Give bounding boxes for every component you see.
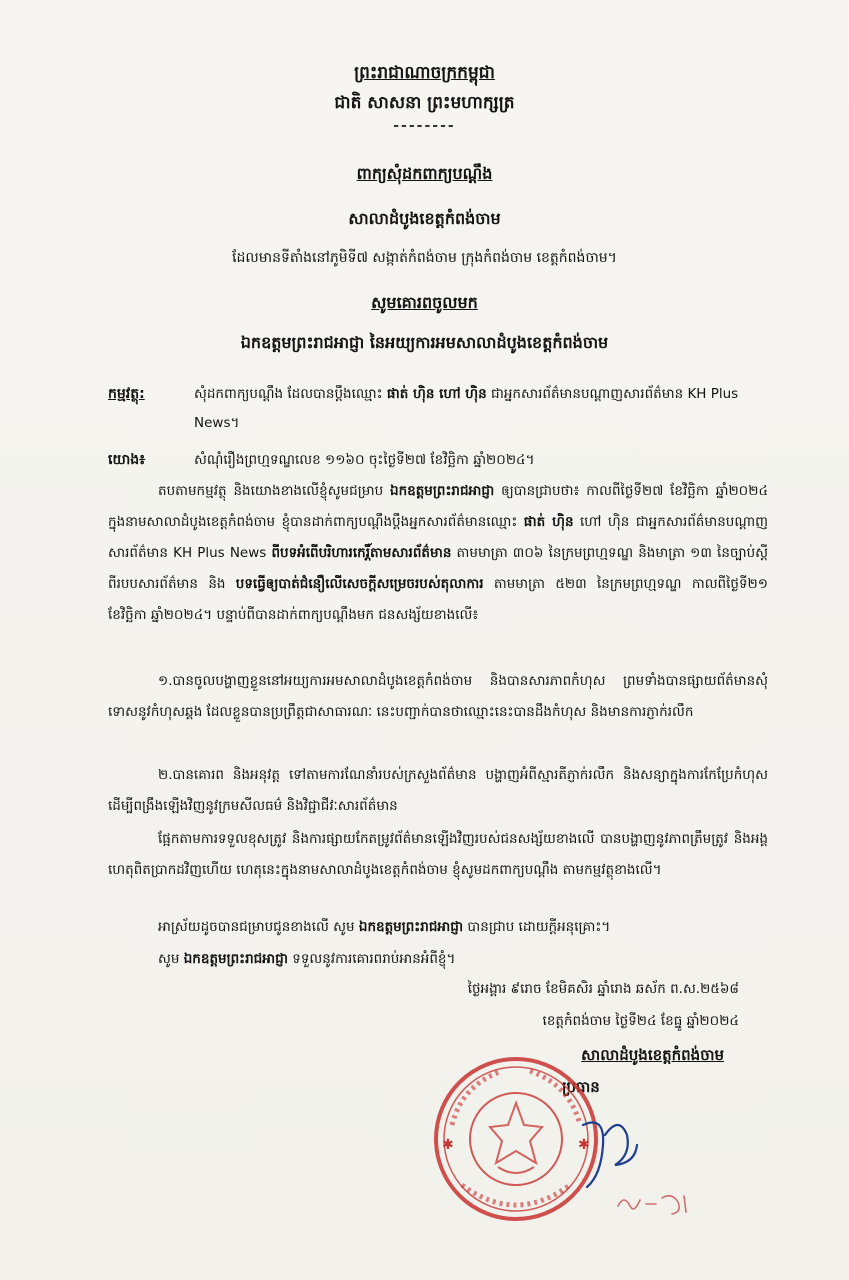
document-title: ពាក្យសុំដកពាក្យបណ្ដឹង [356,164,493,183]
p5-text-c: បានជ្រាប ដោយក្ដីអនុគ្រោះ។ [467,919,611,935]
paragraph-6 [108,944,768,975]
salutation: សូមគោរពចូលមក [371,293,478,312]
subject-text-2: ជាអ្នកសារព័ត៌មានបណ្ដាញសារព័ត៌មាន KH Plus News។ [194,386,739,431]
kingdom-heading: ព្រះរាជាណាចក្រកម្ពុជា [354,63,495,83]
p5-text-a: អាស្រ័យដូចបានជម្រាបជូនខាងលើ សូម [158,919,355,935]
p1-charge-1: ពីបទអំពើបរិហារកេរ្តិ៍តាមសារព័ត៌មាន [271,545,452,561]
subject-text [194,380,768,438]
paragraph-4: ផ្អែកតាមការទទួលខុសត្រូវ និងការផ្សាយកែតម្រូវព័ត៌មានឡើងវិញរបស់ជនសង្ស័យខាងលើ បានបង្ហាញនូវភាពត្រឹមត្រូវ និងអង្គហេតុពិតប្រាកដវិញហើយ ហេតុនេះក្នុងនាមសាលាដំបូងខេត្តកំពង់ចាម ខ្ញុំសូមដកពាក្យបណ្ដឹង តាមកម្មវត្ថុខាងលើ។ [108,831,768,878]
subject-text-1: សុំដកពាក្យបណ្ដឹង ដែលបានប្ដឹងឈ្មោះ [194,386,383,402]
paragraph-5 [108,912,768,943]
national-motto: ជាតិ សាសនា ព្រះមហាក្សត្រ [334,93,515,113]
p5-recipient: ឯកឧត្តមព្រះរាជអាជ្ញា [358,919,464,935]
p6-recipient: ឯកឧត្តមព្រះរាជអាជ្ញា [183,951,288,967]
p1-text-a: តបតាមកម្មវត្ថុ និងយោងខាងលើខ្ញុំសូមជម្រាប [158,483,384,499]
p1-text-i: តាមមាត្រា ៥២៣ នៃក្រមព្រហ្មទណ្ឌ កាលពីថ្ងៃទី២១ ខែវិច្ឆិកា ឆ្នាំ២០២៤។ បន្ទាប់ពីបានដាក់ពាក្យបណ្ដឹងមក ជនសង្ស័យខាងលើ៖ [108,576,768,623]
reference-text: សំណុំរឿងព្រហ្មទណ្ឌលេខ ១១៦០ ចុះថ្ងៃទី២៧ ខែវិច្ឆិកា ឆ្នាំ២០២៤។ [194,452,535,468]
p6-text-a: សូម [158,951,180,967]
sender-institution: សាលាដំបូងខេត្តកំពង់ចាម [348,209,501,228]
subject-name: ផាត់ ហ៊ិន ហៅ ហ៊ិន [386,386,487,402]
subject-row [108,380,768,438]
lunar-date: ថ្ងៃអង្គារ ៩រោច ខែមិគសិរ ឆ្នាំរោង ឆស័ក ព.ស.២៥៦៨ [467,981,739,997]
reference-row [108,446,768,475]
p1-recipient: ឯកឧត្តមព្រះរាជអាជ្ញា [390,483,495,499]
pencil-annotation-icon [612,1186,692,1220]
ornament-divider: -------- [393,118,456,134]
solar-date: ខេត្តកំពង់ចាម ថ្ងៃទី២៤ ខែធ្នូ ឆ្នាំ២០២៤ [542,1013,739,1029]
p6-text-c: ទទួលនូវការគោរពរាប់អានអំពីខ្ញុំ។ [292,951,456,967]
signature-institution: សាលាដំបូងខេត្តកំពង់ចាម [581,1046,724,1064]
svg-text:✱: ✱ [442,1137,454,1153]
recipient: ឯកឧត្តមព្រះរាជអាជ្ញា នៃអយ្យការអមសាលាដំបូងខេត្តកំពង់ចាម [240,333,609,352]
p1-text-g: តាមមាត្រា ៣០៦ នៃក្រមព្រហ្មទណ្ឌ និងមាត្រា ១៣ នៃច្បាប់ស្ដីពីរបបសារព័ត៌មាន និង [108,545,769,592]
reference-label: យោង៖ [108,452,146,468]
p1-text-c: ឲ្យបានជ្រាបថា៖ កាលពីថ្ងៃទី២៧ ខែវិច្ឆិកា ឆ្នាំ២០២៤ ក្នុងនាមសាលាដំបូងខេត្តកំពង់ចាម ខ្ញុំបានដាក់ពាក្យបណ្ដឹងប្ដឹងអ្នកសារព័ត៌មានឈ្មោះ [108,483,768,530]
svg-text:✱: ✱ [578,1137,590,1153]
p1-name: ផាត់ ហ៊ិន [523,514,574,530]
paragraph-3: ២.បានគោរព និងអនុវត្ត ទៅតាមការណែនាំរបស់ក្រសួងព័ត៌មាន បង្ហាញអំពីស្មារតីភ្ញាក់រលឹក និងសន្យាក្នុងការកែប្រែកំហុស ដើម្បីពង្រឹងឡើងវិញនូវក្រមសីលធម៌ និងវិជ្ជាជីវៈសារព័ត៌មាន [108,767,768,814]
subject-label: កម្មវត្ថុ: [108,386,145,402]
p1-text-e: ហៅ ហ៊ិន ជាអ្នកសារព័ត៌មានបណ្ដាញសារព័ត៌មាន KH Plus News [108,514,768,561]
paragraph-1 [108,476,768,631]
sender-location: ដែលមានទីតាំងនៅភូមិទី៧ សង្កាត់កំពង់ចាម ក្រុងកំពង់ចាម ខេត្តកំពង់ចាម។ [232,250,617,266]
signature-role: ប្រធាន [562,1078,600,1096]
paragraph-2: ១.បានចូលបង្ហាញខ្លួននៅអយ្យការអមសាលាដំបូងខេត្តកំពង់ចាម និងបានសារភាពកំហុស ព្រមទាំងបានផ្សាយព័ត៌មានសុំទោសនូវកំហុសឆ្គង ដែលខ្លួនបានប្រព្រឹត្តជាសាធារណៈ នេះបញ្ជាក់បានថាឈ្មោះនេះបានដឹងកំហុស និងមានការភ្ញាក់រលឹក [108,673,768,720]
p1-charge-2: បទធ្វើឲ្យបាត់ជំនឿលើសេចក្ដីសម្រេចរបស់តុលាការ [235,576,484,592]
handwritten-signature-icon [575,1105,645,1195]
